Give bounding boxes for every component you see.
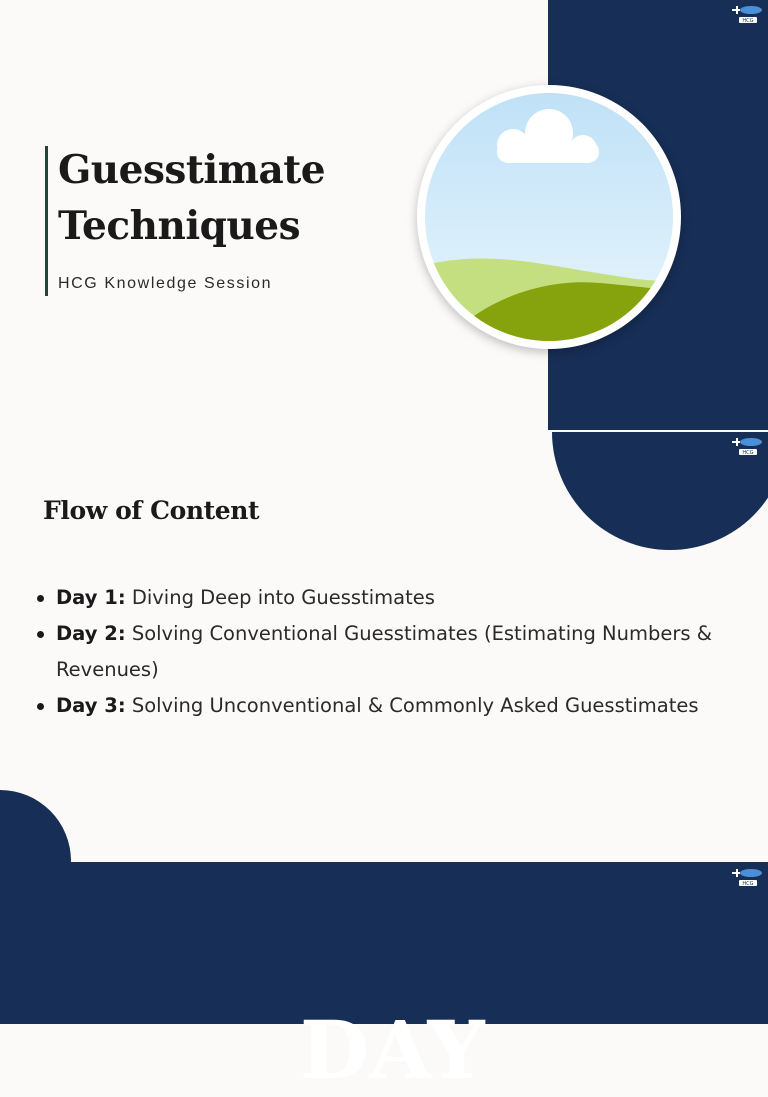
list-item-text: Solving Unconventional & Commonly Asked Guesstimates (125, 694, 699, 717)
slide3-navy-background (0, 862, 768, 1024)
deck-subtitle: HCG Knowledge Session (58, 275, 273, 292)
slide-divider (0, 430, 552, 432)
svg-text:HCG: HCG (742, 881, 754, 887)
list-item (56, 688, 756, 724)
list-item-day: Day 2: (56, 622, 126, 645)
list-item (56, 616, 756, 688)
landscape-photo-frame (417, 85, 681, 349)
hcg-logo-icon (730, 867, 764, 887)
list-item-day: Day 1: (56, 586, 126, 609)
list-item-text: Diving Deep into Guesstimates (125, 586, 435, 609)
flow-list (56, 580, 756, 724)
title-accent-rule (45, 146, 48, 296)
deck-title-line2: Techniques (58, 203, 301, 249)
list-item (56, 580, 756, 616)
svg-text:HCG: HCG (742, 18, 754, 24)
deck-title (58, 142, 325, 254)
deck-title-line1: Guesstimate (58, 147, 326, 193)
svg-text:HCG: HCG (742, 450, 754, 456)
hcg-logo-icon (730, 436, 764, 456)
slide2-navy-quarter-circle (0, 790, 71, 862)
list-item-day: Day 3: (56, 694, 126, 717)
slide3-big-heading: DAY (300, 1003, 485, 1097)
hcg-logo-icon (730, 4, 764, 24)
flow-heading: Flow of Content (43, 496, 260, 525)
landscape-photo (425, 93, 673, 341)
list-item-text: Solving Conventional Guesstimates (Estimating Numbers & Revenues) (56, 622, 712, 681)
